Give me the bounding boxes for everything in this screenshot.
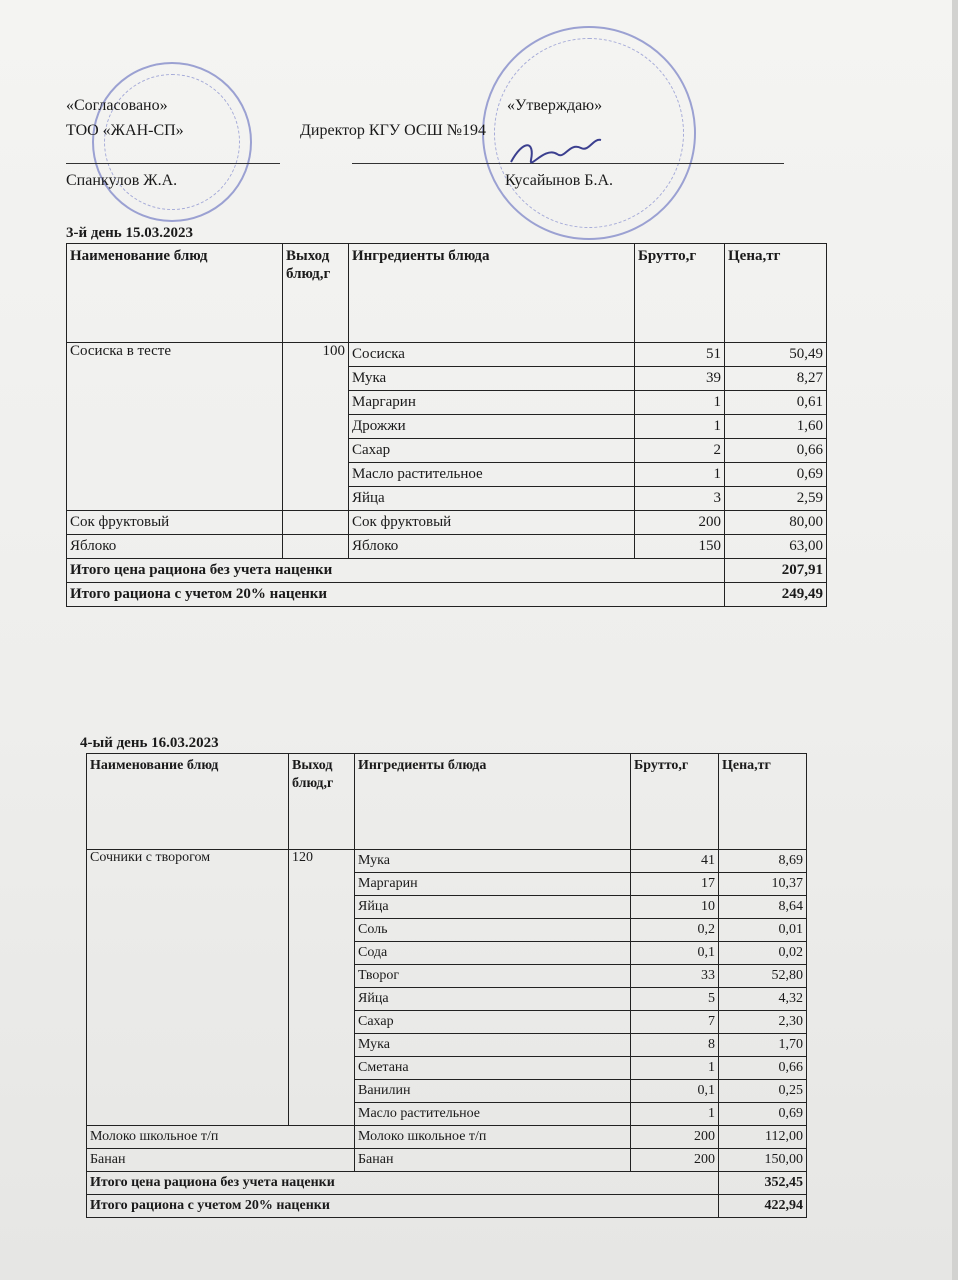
ingredient-price: 0,66 (725, 439, 827, 463)
markup-total-value: 249,49 (725, 583, 827, 607)
dish-yield (283, 535, 349, 559)
total-row (87, 1172, 807, 1195)
ingredient-name: Маргарин (355, 873, 631, 896)
dish-name: Яблоко (67, 535, 283, 559)
ingredient-gross: 17 (631, 873, 719, 896)
ingredient-price: 8,69 (719, 850, 807, 873)
dish-name: Сок фруктовый (67, 511, 283, 535)
ingredient-gross: 2 (635, 439, 725, 463)
ingredient-name: Ванилин (355, 1080, 631, 1103)
table-row (87, 1126, 807, 1149)
ingredient-name: Соль (355, 919, 631, 942)
header-yield: Выход блюд,г (283, 244, 349, 343)
page-edge (952, 0, 958, 1280)
ingredient-price: 8,64 (719, 896, 807, 919)
ingredient-name: Мука (355, 850, 631, 873)
total-value: 352,45 (719, 1172, 807, 1195)
ingredient-name: Сахар (355, 1011, 631, 1034)
header-ingredients: Ингредиенты блюда (355, 754, 631, 850)
ingredient-price: 0,69 (725, 463, 827, 487)
ingredient-price: 0,25 (719, 1080, 807, 1103)
director-title: Директор КГУ ОСШ №194 (300, 122, 486, 139)
ingredient-name: Масло растительное (349, 463, 635, 487)
table-row (67, 343, 827, 367)
day-title: 3-й день 15.03.2023 (66, 225, 193, 241)
ingredient-gross: 200 (631, 1126, 719, 1149)
director-name: Кусайынов Б.А. (505, 172, 614, 189)
header-price: Цена,тг (719, 754, 807, 850)
table-row (87, 850, 807, 873)
ingredient-gross: 39 (635, 367, 725, 391)
ingredient-price: 150,00 (719, 1149, 807, 1172)
menu-table (66, 243, 827, 607)
ingredient-price: 112,00 (719, 1126, 807, 1149)
ingredient-gross: 0,1 (631, 942, 719, 965)
header-dish: Наименование блюд (67, 244, 283, 343)
ingredient-name: Сода (355, 942, 631, 965)
ingredient-price: 0,69 (719, 1103, 807, 1126)
ingredient-name: Яйца (355, 988, 631, 1011)
ingredient-name: Яйца (355, 896, 631, 919)
ingredient-gross: 150 (635, 535, 725, 559)
dish-name: Молоко школьное т/п (87, 1126, 355, 1149)
total-label: Итого цена рациона без учета наценки (67, 559, 725, 583)
ingredient-price: 0,01 (719, 919, 807, 942)
dish-yield (283, 511, 349, 535)
ingredient-price: 52,80 (719, 965, 807, 988)
ingredient-name: Яблоко (349, 535, 635, 559)
ingredient-name: Сосиска (349, 343, 635, 367)
header-dish: Наименование блюд (87, 754, 289, 850)
ingredient-price: 1,70 (719, 1034, 807, 1057)
total-value: 207,91 (725, 559, 827, 583)
ingredient-gross: 51 (635, 343, 725, 367)
director-signature (505, 132, 605, 176)
ingredient-name: Мука (355, 1034, 631, 1057)
ingredient-gross: 200 (631, 1149, 719, 1172)
ingredient-price: 0,61 (725, 391, 827, 415)
ingredient-price: 80,00 (725, 511, 827, 535)
menu-table (86, 753, 807, 1218)
ingredient-name: Молоко школьное т/п (355, 1126, 631, 1149)
ingredient-gross: 33 (631, 965, 719, 988)
ingredient-price: 63,00 (725, 535, 827, 559)
ingredient-price: 4,32 (719, 988, 807, 1011)
approve-label: «Утверждаю» (507, 97, 603, 114)
table-row (87, 1149, 807, 1172)
ingredient-price: 2,59 (725, 487, 827, 511)
ingredient-name: Банан (355, 1149, 631, 1172)
ingredient-gross: 3 (635, 487, 725, 511)
ingredient-name: Мука (349, 367, 635, 391)
markup-total-label: Итого рациона с учетом 20% наценки (67, 583, 725, 607)
dish-yield: 120 (289, 850, 355, 1126)
ingredient-price: 2,30 (719, 1011, 807, 1034)
agreed-signature-line (66, 163, 280, 164)
header-yield: Выход блюд,г (289, 754, 355, 850)
markup-total-value: 422,94 (719, 1195, 807, 1218)
ingredient-name: Творог (355, 965, 631, 988)
ingredient-name: Яйца (349, 487, 635, 511)
dish-name: Сосиска в тесте (67, 343, 283, 511)
table-row (67, 535, 827, 559)
markup-total-row (87, 1195, 807, 1218)
day-title: 4-ый день 16.03.2023 (80, 735, 219, 751)
ingredient-name: Сахар (349, 439, 635, 463)
ingredient-gross: 7 (631, 1011, 719, 1034)
header-price: Цена,тг (725, 244, 827, 343)
ingredient-name: Масло растительное (355, 1103, 631, 1126)
dish-name: Банан (87, 1149, 355, 1172)
ingredient-gross: 1 (631, 1057, 719, 1080)
agreed-label: «Согласовано» (66, 97, 168, 114)
table-row (67, 511, 827, 535)
ingredient-name: Дрожжи (349, 415, 635, 439)
dish-name: Сочники с творогом (87, 850, 289, 1126)
ingredient-name: Маргарин (349, 391, 635, 415)
ingredient-price: 10,37 (719, 873, 807, 896)
ingredient-gross: 1 (635, 415, 725, 439)
markup-total-row (67, 583, 827, 607)
ingredient-gross: 41 (631, 850, 719, 873)
ingredient-gross: 200 (635, 511, 725, 535)
ingredient-name: Сок фруктовый (349, 511, 635, 535)
ingredient-gross: 0,2 (631, 919, 719, 942)
agreed-person: Спанкулов Ж.А. (66, 172, 178, 189)
dish-yield: 100 (283, 343, 349, 511)
ingredient-price: 8,27 (725, 367, 827, 391)
ingredient-gross: 8 (631, 1034, 719, 1057)
ingredient-gross: 0,1 (631, 1080, 719, 1103)
ingredient-price: 1,60 (725, 415, 827, 439)
header-ingredients: Ингредиенты блюда (349, 244, 635, 343)
ingredient-gross: 5 (631, 988, 719, 1011)
total-row (67, 559, 827, 583)
ingredient-price: 0,66 (719, 1057, 807, 1080)
ingredient-gross: 10 (631, 896, 719, 919)
ingredient-price: 50,49 (725, 343, 827, 367)
ingredient-name: Сметана (355, 1057, 631, 1080)
markup-total-label: Итого рациона с учетом 20% наценки (87, 1195, 719, 1218)
ingredient-gross: 1 (635, 391, 725, 415)
company-seal (92, 62, 252, 222)
ingredient-price: 0,02 (719, 942, 807, 965)
header-gross: Брутто,г (631, 754, 719, 850)
ingredient-gross: 1 (631, 1103, 719, 1126)
ingredient-gross: 1 (635, 463, 725, 487)
agreed-org: ТОО «ЖАН-СП» (66, 122, 184, 139)
header-gross: Брутто,г (635, 244, 725, 343)
total-label: Итого цена рациона без учета наценки (87, 1172, 719, 1195)
